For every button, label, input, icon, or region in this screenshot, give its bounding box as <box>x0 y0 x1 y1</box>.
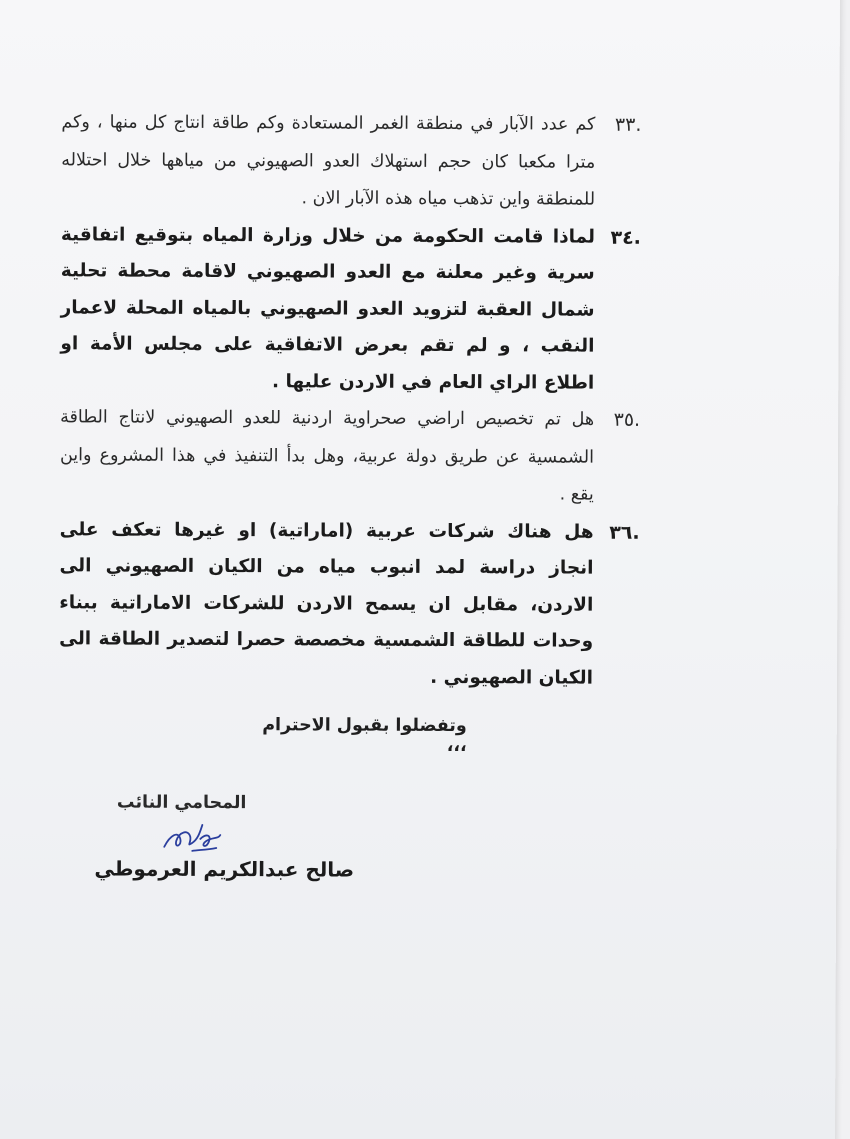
question-number: .٣٣ <box>614 113 642 136</box>
signer-name: صالح عبدالكريم العرموطي <box>94 856 355 882</box>
question-34 <box>60 217 641 402</box>
signer-title: المحامي النائب <box>116 792 247 814</box>
question-number: .٣٥ <box>613 408 641 431</box>
question-text: هل تم تخصيص اراضي صحراوية اردنية للعدو الصهيوني لانتاج الطاقة الشمسية عن طريق دولة عربية، وهل بدأ التنفيذ في هذا المشروع واين يقع . <box>59 407 595 505</box>
handwritten-signature-icon <box>156 813 226 861</box>
question-number: .٣٤ <box>610 226 641 249</box>
question-35 <box>60 399 640 514</box>
question-text: هل هناك شركات عربية (اماراتية) او غيرها تعكف على انجاز دراسة لمد انبوب مياه من الكيان الصهيوني الى الاردن، مقابل ان يسمح الاردن للشركات الاماراتية ببناء وحدات للطاقة الشمسية مخصصة حصرا لتصدير الطاقة الى الكيان الصهيوني . <box>59 518 594 689</box>
closing-line: وتفضلوا بقبول الاحترام ،،، <box>262 715 467 757</box>
questions-list <box>59 104 642 697</box>
question-33 <box>61 104 641 219</box>
question-36 <box>59 512 640 697</box>
question-text: لماذا قامت الحكومة من خلال وزارة المياه بتوقيع اتفاقية سرية وغير معلنة مع العدو الصهيوني لاقامة محطة تحلية شمال العقبة لتزويد العدو الصهيوني بالمياه المحلة لاعمار النقب ، و لم تقم بعرض الاتفاقية على مجلس الأمة او اطلاع الراي العام في الاردن عليها . <box>60 223 595 394</box>
question-number: .٣٦ <box>609 521 640 544</box>
question-text: كم عدد الآبار في منطقة الغمر المستعادة وكم طاقة انتاج كل منها ، وكم مترا مكعبا كان حجم استهلاك العدو الصهيوني من مياهها خلال احتلاله للمنطقة واين تذهب مياه هذه الآبار الان . <box>61 112 596 210</box>
